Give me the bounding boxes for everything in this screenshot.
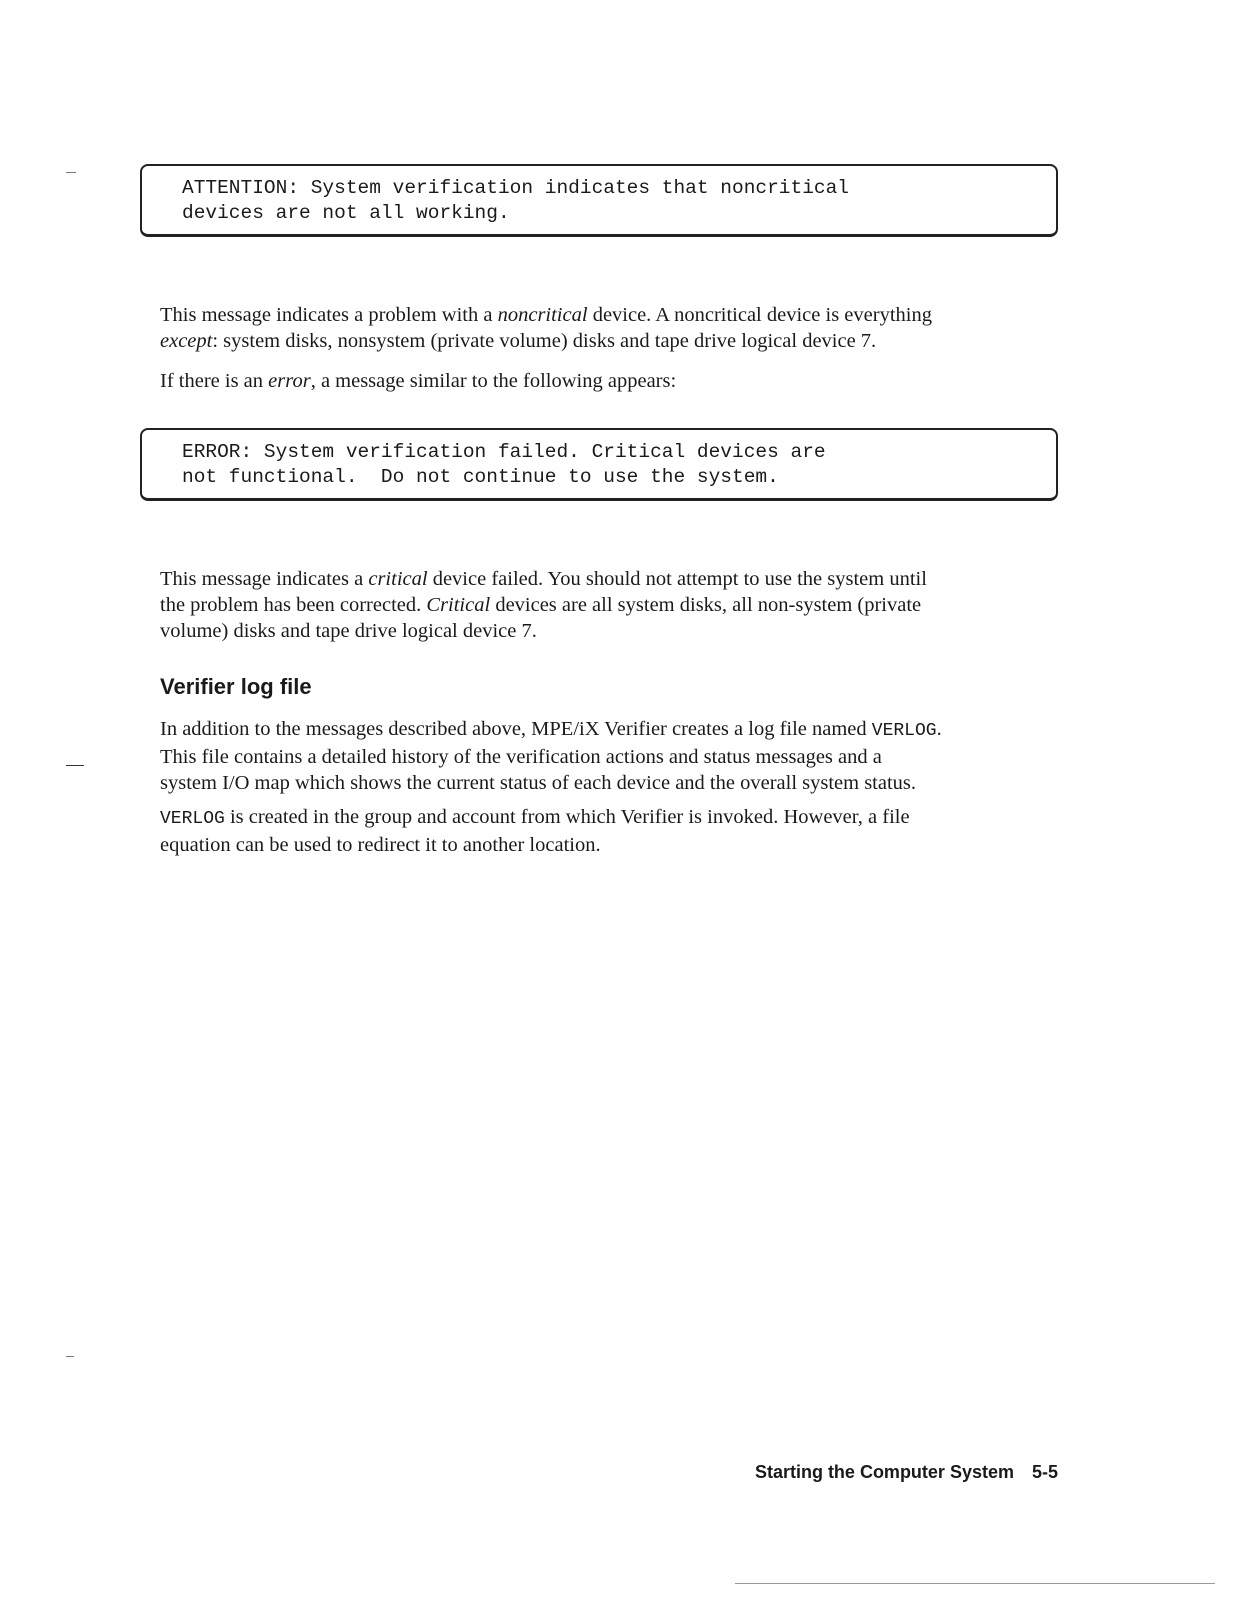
noncritical-emphasis: noncritical: [497, 304, 588, 326]
page-footer: [755, 1460, 1058, 1484]
error-line-1: ERROR: System verification failed. Critical devices are: [182, 441, 826, 463]
error-intro-paragraph: If there is an error, a message similar to the following appears:: [160, 370, 677, 392]
error-emphasis: error: [268, 370, 311, 392]
error-line-2: not functional. Do not continue to use the system.: [182, 466, 779, 488]
except-emphasis: except: [160, 330, 213, 352]
margin-mark: [66, 1356, 74, 1357]
critical-emphasis: critical: [368, 568, 428, 590]
page-number: 5-5: [1031, 1462, 1058, 1482]
error-message-box: [140, 428, 1058, 501]
verlog-filename: VERLOG: [160, 809, 225, 829]
noncritical-explanation-paragraph: This message indicates a problem with a noncritical device. A noncritical device is everything except: system disks, nonsystem (private volume) disks and tape drive logical device 7.: [160, 304, 932, 352]
chapter-title: Starting the Computer System: [754, 1462, 1014, 1482]
verlog-location-paragraph: VERLOG is created in the group and account from which Verifier is invoked. However, a file equation can be used to redirect it to another location.: [160, 806, 910, 856]
margin-mark: [66, 172, 76, 173]
attention-line-1: ATTENTION: System verification indicates that noncritical: [182, 177, 850, 199]
margin-mark: [66, 765, 84, 766]
attention-message-box: [140, 164, 1058, 237]
verlog-description-paragraph: In addition to the messages described above, MPE/iX Verifier creates a log file named VERLOG. This file contains a detailed history of the verification actions and status messages and a system I/O map which shows the current status of each device and the overall system status.: [160, 718, 942, 794]
verlog-filename: VERLOG: [871, 721, 937, 741]
bottom-rule: [735, 1583, 1215, 1584]
critical-explanation-paragraph: This message indicates a critical device failed. You should not attempt to use the system until the problem has been corrected. Critical devices are all system disks, all non-system (private volume) disks and tape drive logical device 7.: [160, 568, 927, 642]
critical-emphasis-2: Critical: [426, 594, 491, 616]
section-heading: Verifier log file: [160, 674, 312, 699]
attention-line-2: devices are not all working.: [182, 202, 510, 224]
